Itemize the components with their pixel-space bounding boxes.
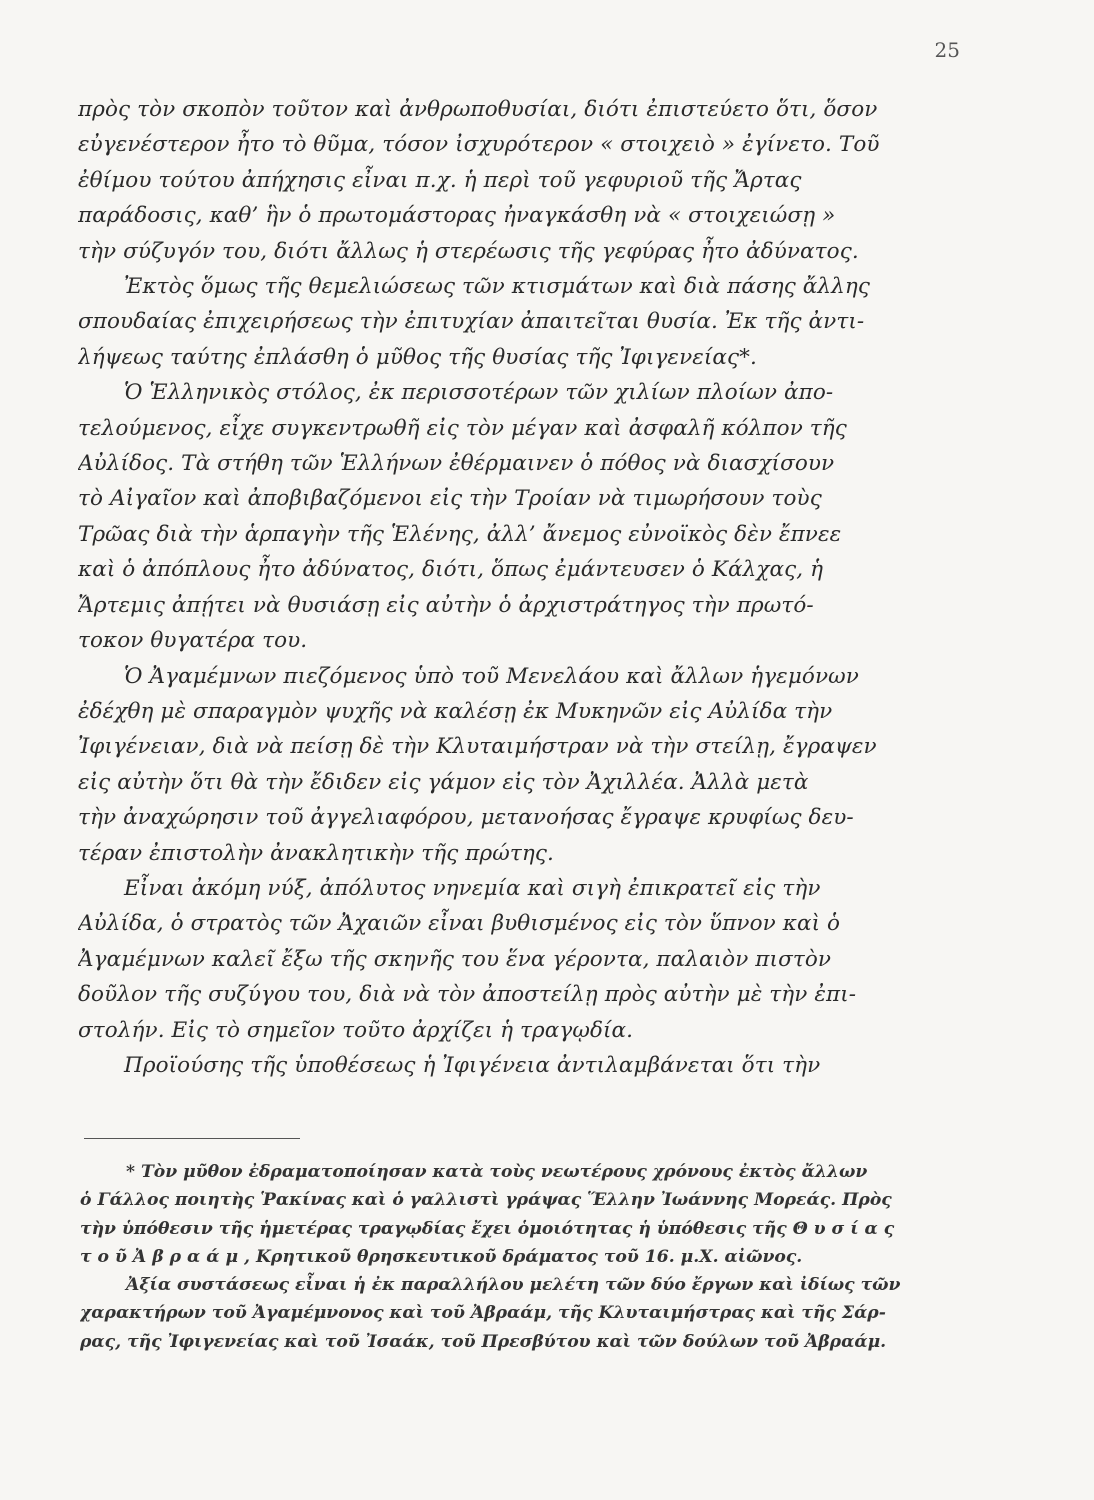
footnote-divider (84, 1138, 300, 1139)
footnote-line: * Τὸν μῦθον ἐδραματοποίησαν κατὰ τοὺς νεωτέρους χρόνους ἐκτὸς ἄλλων (126, 1162, 868, 1182)
body-line: ἐθίμου τούτου ἀπήχησις εἶναι π.χ. ἡ περὶ τοῦ γεφυριοῦ τῆς Ἄρτας (78, 167, 802, 193)
body-line: Τρῶας διὰ τὴν ἁρπαγὴν τῆς Ἑλένης, ἀλλ’ ἄνεμος εὐνοϊκὸς δὲν ἔπνεε (78, 521, 842, 547)
footnotes (80, 1158, 966, 1356)
body-line: Ὁ Ἀγαμέμνων πιεζόμενος ὑπὸ τοῦ Μενελάου καὶ ἄλλων ἡγεμόνων (124, 663, 859, 689)
body-line: ἐδέχθη μὲ σπαραγμὸν ψυχῆς νὰ καλέσῃ ἐκ Μυκηνῶν εἰς Αὐλίδα τὴν (78, 698, 833, 724)
body-line: Εἶναι ἀκόμη νύξ, ἀπόλυτος νηνεμία καὶ σιγὴ ἐπικρατεῖ εἰς τὴν (124, 875, 821, 901)
body-line: τέραν ἐπιστολὴν ἀνακλητικὴν τῆς πρώτης. (78, 840, 554, 866)
body-line: Αὐλίδα, ὁ στρατὸς τῶν Ἀχαιῶν εἶναι βυθισμένος εἰς τὸν ὕπνον καὶ ὁ (78, 911, 841, 937)
body-line: τὸ Αἰγαῖον καὶ ἀποβιβαζόμενοι εἰς τὴν Τροίαν νὰ τιμωρήσουν τοὺς (78, 486, 822, 512)
body-line: Ἰφιγένειαν, διὰ νὰ πείσῃ δὲ τὴν Κλυταιμήστραν νὰ τὴν στείλῃ, ἔγραψεν (78, 734, 877, 760)
page-number: 25 (934, 38, 960, 62)
body-line: Ἀγαμέμνων καλεῖ ἔξω τῆς σκηνῆς του ἕνα γέροντα, παλαιὸν πιστὸν (78, 946, 832, 972)
body-line: καὶ ὁ ἀπόπλους ἦτο ἀδύνατος, διότι, ὅπως ἐμάντευσεν ὁ Κάλχας, ἡ (78, 557, 824, 583)
body-line: δοῦλον τῆς συζύγου του, διὰ νὰ τὸν ἀποστείλῃ πρὸς αὐτὴν μὲ τὴν ἐπι- (78, 982, 857, 1008)
body-line: Ἐκτὸς ὅμως τῆς θεμελιώσεως τῶν κτισμάτων καὶ διὰ πάσης ἄλλης (124, 274, 870, 300)
footnote-line: Ἀξία συστάσεως εἶναι ἡ ἐκ παραλλήλου μελέτη τῶν δύο ἔργων καὶ ἰδίως τῶν (126, 1275, 901, 1296)
body-line: λήψεως ταύτης ἐπλάσθη ὁ μῦθος τῆς θυσίας τῆς Ἰφιγενείας*. (78, 344, 757, 370)
body-line: τὴν ἀναχώρησιν τοῦ ἀγγελιαφόρου, μετανοήσας ἔγραψε κρυφίως δευ- (78, 805, 854, 831)
body-line: σπουδαίας ἐπιχειρήσεως τὴν ἐπιτυχίαν ἀπαιτεῖται θυσία. Ἐκ τῆς ἀντι- (78, 309, 865, 335)
body-line: εὐγενέστερον ἦτο τὸ θῦμα, τόσον ἰσχυρότερον « στοιχειὸ » ἐγίνετο. Τοῦ (78, 132, 880, 158)
body-text (78, 92, 966, 1083)
body-line: Ἄρτεμις ἀπῄτει νὰ θυσιάσῃ εἰς αὐτὴν ὁ ἀρχιστράτηγος τὴν πρωτό- (78, 592, 814, 618)
body-line: στολήν. Εἰς τὸ σημεῖον τοῦτο ἀρχίζει ἡ τραγῳδία. (78, 1017, 634, 1043)
footnote-line: τ ο ῦ Ἀ β ρ α ά μ , Κρητικοῦ θρησκευτικοῦ δράματος τοῦ 16. μ.Χ. αἰῶνος. (80, 1246, 803, 1267)
footnote-line: ρας, τῆς Ἰφιγενείας καὶ τοῦ Ἰσαάκ, τοῦ Πρεσβύτου καὶ τῶν δούλων τοῦ Ἀβραάμ. (80, 1331, 887, 1352)
body-line: τελούμενος, εἶχε συγκεντρωθῆ εἰς τὸν μέγαν καὶ ἀσφαλῆ κόλπον τῆς (78, 415, 847, 441)
body-line: Ὁ Ἑλληνικὸς στόλος, ἐκ περισσοτέρων τῶν χιλίων πλοίων ἀπο- (124, 380, 834, 406)
body-line: Προϊούσης τῆς ὑποθέσεως ἡ Ἰφιγένεια ἀντιλαμβάνεται ὅτι τὴν (124, 1052, 821, 1078)
body-line: παράδοσις, καθ’ ἣν ὁ πρωτομάστορας ἠναγκάσθη νὰ « στοιχειώσῃ » (78, 203, 836, 229)
footnote-line: χαρακτήρων τοῦ Ἀγαμέμνονος καὶ τοῦ Ἀβραάμ, τῆς Κλυταιμήστρας καὶ τῆς Σάρ- (80, 1303, 886, 1324)
body-line: τοκον θυγατέρα του. (78, 628, 308, 654)
body-line: πρὸς τὸν σκοπὸν τοῦτον καὶ ἀνθρωποθυσίαι, διότι ἐπιστεύετο ὅτι, ὅσον (78, 97, 878, 122)
footnote-line: ὁ Γάλλος ποιητὴς Ῥακίνας καὶ ὁ γαλλιστὶ γράψας Ἕλλην Ἰωάννης Μορεάς. Πρὸς (80, 1190, 892, 1211)
body-line: τὴν σύζυγόν του, διότι ἄλλως ἡ στερέωσις τῆς γεφύρας ἦτο ἀδύνατος. (78, 238, 859, 264)
footnote-line: τὴν ὑπόθεσιν τῆς ἡμετέρας τραγῳδίας ἔχει ὁμοιότητας ἡ ὑπόθεσις τῆς Θ υ σ ί α ς (80, 1218, 895, 1239)
body-line: Αὐλίδος. Τὰ στήθη τῶν Ἑλλήνων ἐθέρμαινεν ὁ πόθος νὰ διασχίσουν (78, 451, 835, 477)
body-line: εἰς αὐτὴν ὅτι θὰ τὴν ἔδιδεν εἰς γάμον εἰς τὸν Ἀχιλλέα. Ἀλλὰ μετὰ (78, 769, 809, 795)
